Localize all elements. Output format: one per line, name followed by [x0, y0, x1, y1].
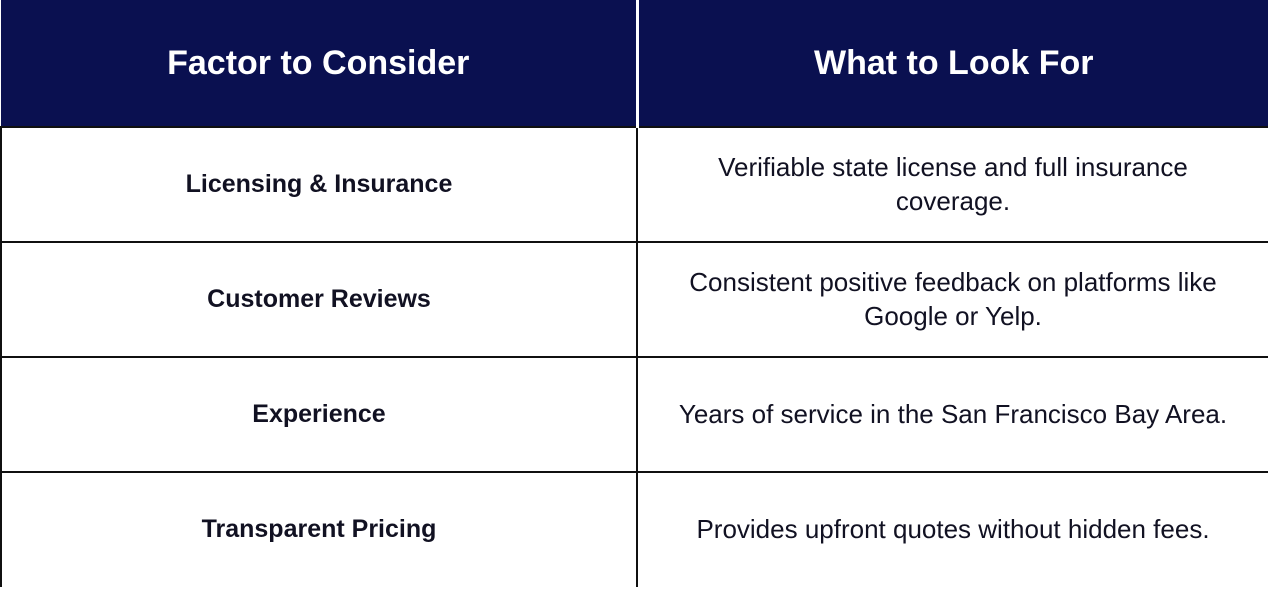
- cell-factor-experience: Experience: [1, 357, 637, 472]
- column-header-factor: Factor to Consider: [1, 0, 637, 127]
- cell-factor-customer-reviews: Customer Reviews: [1, 242, 637, 357]
- table-row: [1, 357, 1268, 472]
- column-header-what-to-look-for: What to Look For: [637, 0, 1268, 127]
- table-row: [1, 127, 1268, 242]
- table-header: [1, 0, 1268, 127]
- cell-look-for-experience: Years of service in the San Francisco Bay Area.: [637, 357, 1268, 472]
- cell-look-for-licensing-insurance: Verifiable state license and full insurance coverage.: [637, 127, 1268, 242]
- cell-look-for-transparent-pricing: Provides upfront quotes without hidden fees.: [637, 472, 1268, 587]
- cell-factor-licensing-insurance: Licensing & Insurance: [1, 127, 637, 242]
- cell-factor-transparent-pricing: Transparent Pricing: [1, 472, 637, 587]
- cell-look-for-customer-reviews: Consistent positive feedback on platforms like Google or Yelp.: [637, 242, 1268, 357]
- table-body: [1, 127, 1268, 587]
- table-row: [1, 242, 1268, 357]
- table-header-row: [1, 0, 1268, 127]
- table-row: [1, 472, 1268, 587]
